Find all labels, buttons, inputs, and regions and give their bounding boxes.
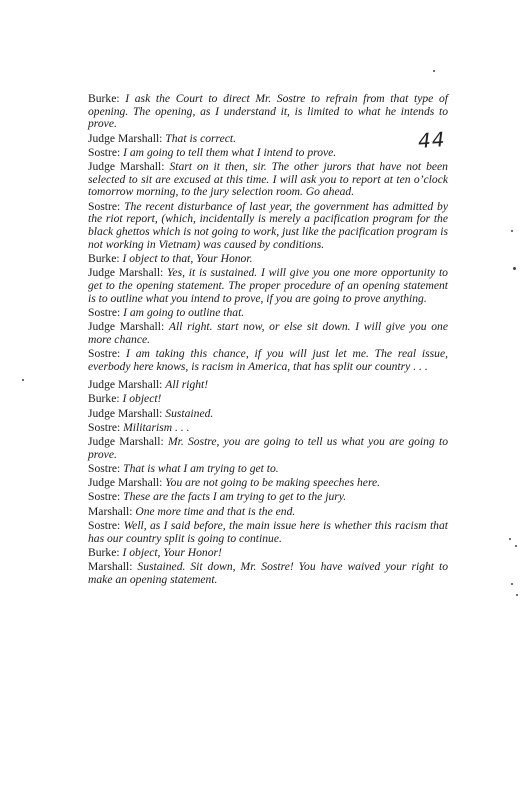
speaker-name: Sostre:: [88, 490, 121, 504]
speaker-name: Judge Marshall:: [88, 160, 165, 174]
speaker-name: Sostre:: [88, 420, 121, 434]
speech-text: I object to that, Your Honor.: [122, 251, 253, 265]
speaker-name: Judge Marshall:: [88, 131, 163, 145]
speaker-name: Judge Marshall:: [88, 476, 163, 490]
speaker-name: Judge Marshall:: [88, 319, 165, 333]
scan-speck: [513, 267, 516, 270]
page-number: 44: [417, 127, 447, 153]
speaker-name: Marshall:: [88, 504, 133, 518]
speech-text: All right. start now, or else sit down. I will give you one more chance.: [88, 319, 448, 346]
speech-text: That is what I am trying to get to.: [123, 461, 279, 475]
scan-speck: [509, 538, 511, 540]
speech-text: Mr. Sostre, you are going to tell us what you are going to prove.: [88, 435, 448, 461]
transcript-turn: [88, 408, 448, 421]
speech-text: The recent disturbance of last year, the government has admitted by the riot report, (which, incidentally is merely a pacification program for the black ghettos which is not going to work, just like the pacification program is not working in Vietnam) was caused by conditions.: [88, 199, 448, 251]
transcript-turn: [88, 253, 448, 266]
speech-text: I ask the Court to direct Mr. Sostre to refrain from that type of opening. The opening, as I understand it, is limited to what he intends to prove.: [88, 92, 448, 131]
scan-speck: [511, 583, 513, 585]
speaker-name: Sostre:: [88, 145, 121, 159]
speaker-name: Sostre:: [88, 305, 121, 319]
speech-text: Sustained. Sit down, Mr. Sostre! You have waived your right to make an opening statement.: [88, 559, 448, 586]
transcript-turn: [88, 133, 448, 146]
speech-text: I object, Your Honor!: [122, 545, 222, 559]
transcript-turn: [88, 506, 448, 519]
speech-text: That is correct.: [165, 131, 237, 145]
speech-text: Start on it then, sir. The other jurors that have not been selected to sit are excused at this time. I will ask you to report at ten o’clock tomorrow morning, to the jury selection room. Go ahead.: [88, 160, 448, 199]
transcript-turn: [88, 393, 448, 406]
speaker-name: Sostre:: [88, 518, 121, 532]
speaker-name: Judge Marshall:: [88, 378, 163, 392]
speaker-name: Judge Marshall:: [88, 266, 164, 280]
transcript-turn: [88, 161, 448, 199]
speaker-name: Marshall:: [88, 559, 133, 573]
speech-text: I object!: [122, 392, 162, 406]
scan-speck: [511, 230, 513, 232]
speaker-name: Judge Marshall:: [88, 406, 163, 420]
transcript: [88, 93, 448, 588]
speech-text: You are not going to be making speeches here.: [165, 476, 381, 490]
speech-text: Sustained.: [165, 406, 214, 420]
speech-text: One more time and that is the end.: [135, 504, 296, 518]
speech-text: Militarism . . .: [123, 420, 190, 434]
scan-speck: [22, 379, 24, 381]
speech-text: Well, as I said before, the main issue here is whether this racism that has our country split is going to continue.: [88, 518, 448, 545]
speech-text: I am taking this chance, if you will just let me. The real issue, everbody here knows, is racism in America, that has split our country . . .: [88, 346, 448, 373]
transcript-turn: [88, 520, 448, 545]
speaker-name: Burke:: [88, 545, 120, 559]
transcript-turn: [88, 267, 448, 305]
speaker-name: Judge Marshall:: [88, 435, 164, 449]
transcript-turn: [88, 477, 448, 490]
speaker-name: Burke:: [88, 392, 120, 406]
speaker-name: Burke:: [88, 92, 120, 105]
speech-text: All right!: [165, 378, 209, 392]
transcript-turn: [88, 436, 448, 461]
scan-speck: [516, 594, 518, 596]
scan-speck: [515, 545, 517, 547]
speaker-name: Sostre:: [88, 346, 121, 360]
transcript-turn: [88, 561, 448, 586]
transcript-turn: [88, 201, 448, 252]
transcript-turn: [88, 147, 448, 160]
speech-text: These are the facts I am trying to get to the jury.: [123, 490, 347, 504]
transcript-turn: [88, 463, 448, 476]
speaker-name: Sostre:: [88, 461, 121, 475]
scan-speck: [433, 70, 435, 72]
speech-text: Yes, it is sustained. I will give you one more opportunity to get to the opening statement. The proper procedure of an opening statement is to outline what you intend to prove, if you are going to prove anything.: [88, 266, 448, 305]
transcript-turn: [88, 547, 448, 560]
speech-text: I am going to outline that.: [123, 305, 245, 319]
transcript-turn: [88, 321, 448, 346]
transcript-turn: [88, 491, 448, 504]
transcript-turn: [88, 93, 448, 131]
speaker-name: Sostre:: [88, 199, 121, 213]
speech-text: I am going to tell them what I intend to prove.: [123, 145, 337, 159]
transcript-turn: [88, 422, 448, 435]
transcript-turn: [88, 348, 448, 373]
transcript-turn: [88, 379, 448, 392]
transcript-turn: [88, 307, 448, 320]
speaker-name: Burke:: [88, 251, 120, 265]
